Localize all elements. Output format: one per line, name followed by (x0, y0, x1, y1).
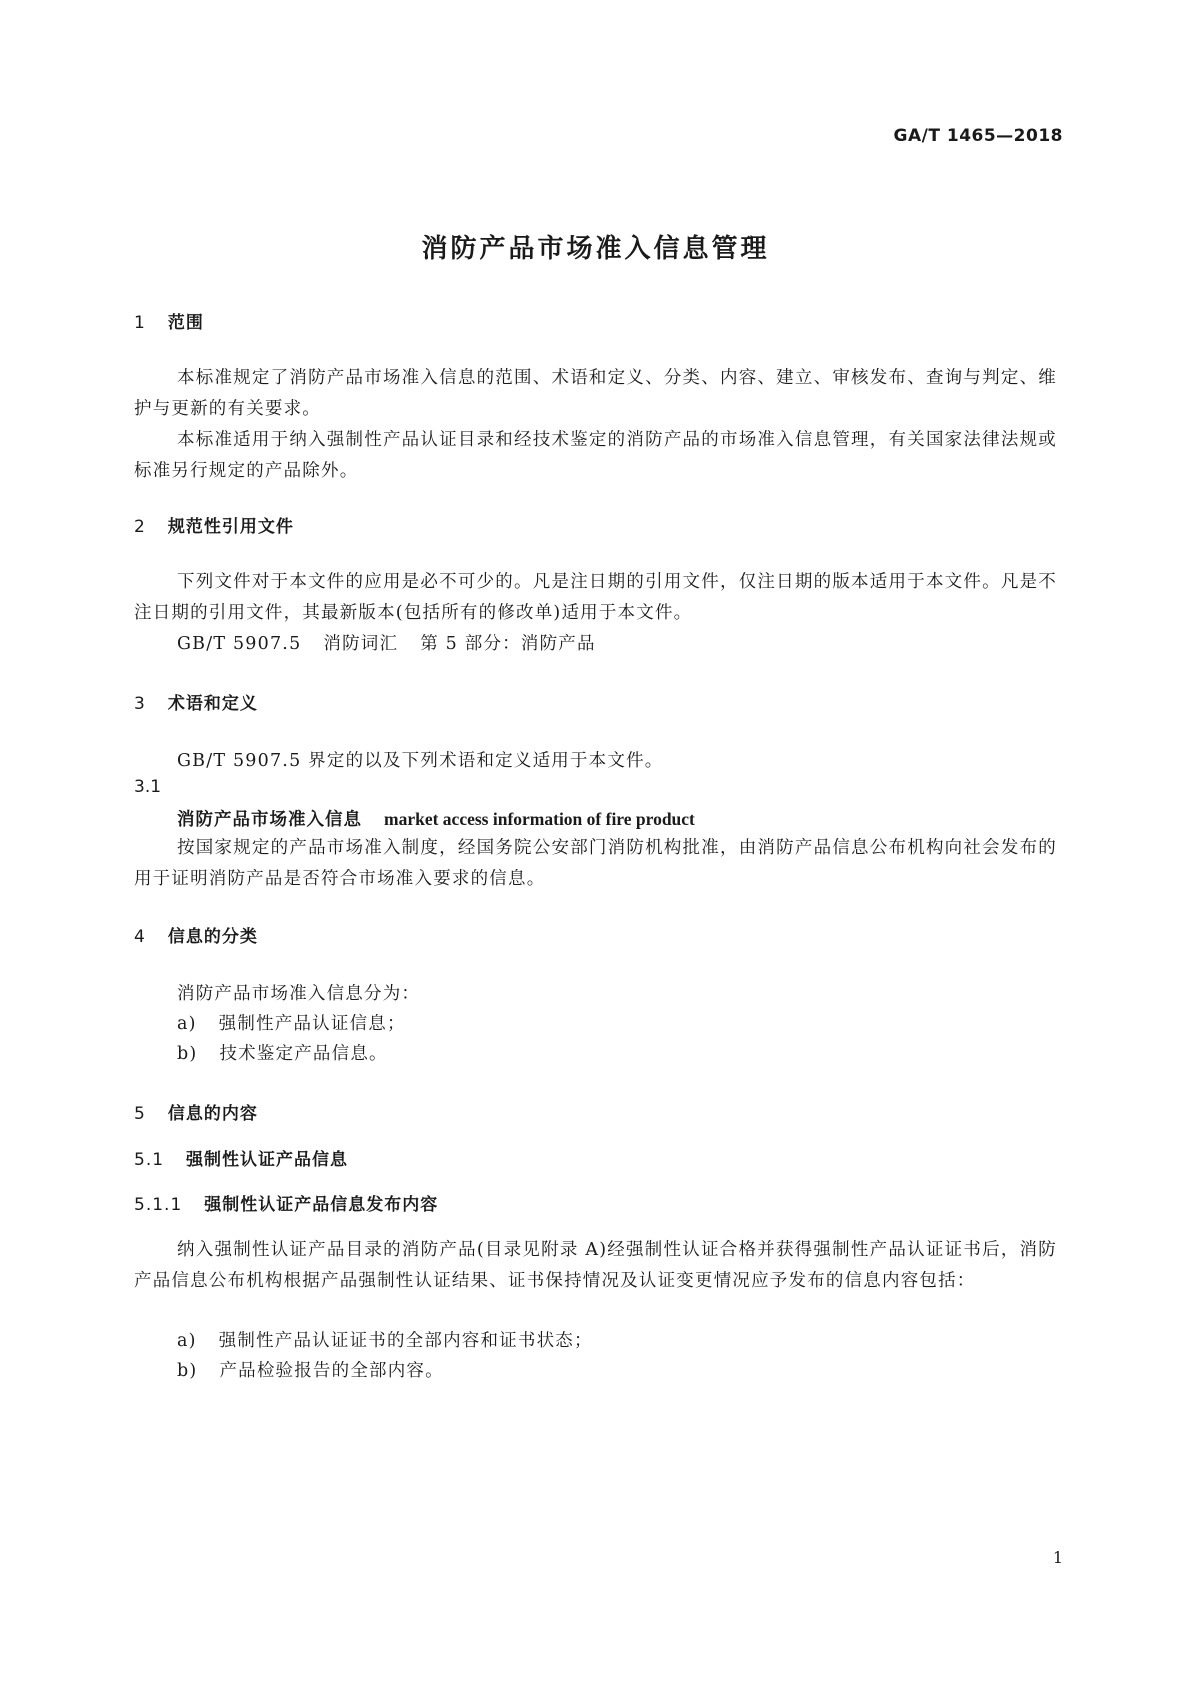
section-3-paragraph-1: GB/T 5907.5 界定的以及下列术语和定义适用于本文件。 (177, 751, 664, 771)
list-text: 产品检验报告的全部内容。 (219, 1361, 444, 1381)
section-2-paragraph-1: 下列文件对于本文件的应用是必不可少的。凡是注日期的引用文件，仅注日期的版本适用于本文件。凡是不注日期的引用文件，其最新版本(包括所有的修改单)适用于本文件。 (134, 572, 1057, 623)
section-number: 4 (134, 927, 146, 947)
list-marker: a) (177, 1014, 197, 1034)
document-title: 消防产品市场准入信息管理 (421, 234, 770, 264)
term-definition: 按国家规定的产品市场准入制度，经国务院公安部门消防机构批准，由消防产品信息公布机构向社会发布的用于证明消防产品是否符合市场准入要求的信息。 (134, 838, 1057, 889)
list-marker: b) (177, 1361, 198, 1381)
page-number: 1 (1052, 1548, 1063, 1567)
section-number: 5.1 (134, 1150, 165, 1170)
term-entry (177, 806, 695, 831)
section-title: 信息的分类 (167, 927, 258, 947)
section-title: 术语和定义 (167, 694, 258, 714)
normative-reference (177, 630, 596, 655)
section-5-1-1-heading (134, 1190, 438, 1215)
section-number: 3 (134, 694, 146, 714)
section-title: 强制性认证产品信息 (186, 1150, 349, 1170)
reference-code: GB/T 5907.5 (177, 634, 302, 654)
section-title: 强制性认证产品信息发布内容 (204, 1195, 439, 1215)
term-number: 3.1 (134, 777, 162, 797)
section-5-heading (134, 1099, 258, 1124)
section-1-paragraph-1: 本标准规定了消防产品市场准入信息的范围、术语和定义、分类、内容、建立、审核发布、查询与判定、维护与更新的有关要求。 (134, 368, 1057, 419)
section-3-heading (134, 689, 258, 714)
list-marker: b) (177, 1044, 198, 1064)
list-item (177, 1040, 388, 1065)
section-title: 规范性引用文件 (167, 517, 294, 537)
section-number: 2 (134, 517, 146, 537)
list-item (177, 1010, 406, 1035)
reference-part: 第 5 部分：消防产品 (420, 634, 596, 654)
list-marker: a) (177, 1331, 197, 1351)
list-item (177, 1327, 593, 1352)
section-5-1-1-paragraph-1: 纳入强制性认证产品目录的消防产品(目录见附录 A)经强制性认证合格并获得强制性产品认证证书后，消防产品信息公布机构根据产品强制性认证结果、证书保持情况及认证变更情况应予发布的信息内容包括： (134, 1240, 1057, 1291)
section-number: 1 (134, 313, 146, 333)
section-4-intro: 消防产品市场准入信息分为： (177, 984, 421, 1004)
standard-code: GA/T 1465—2018 (893, 126, 1063, 146)
section-title: 信息的内容 (167, 1104, 258, 1124)
list-item (177, 1357, 444, 1382)
section-5-1-heading (134, 1145, 348, 1170)
section-1-paragraph-2: 本标准适用于纳入强制性产品认证目录和经技术鉴定的消防产品的市场准入信息管理，有关国家法律法规或标准另行规定的产品除外。 (134, 430, 1057, 481)
term-chinese: 消防产品市场准入信息 (177, 810, 362, 830)
section-4-heading (134, 922, 258, 947)
list-text: 技术鉴定产品信息。 (219, 1044, 388, 1064)
list-text: 强制性产品认证信息； (218, 1014, 406, 1034)
section-number: 5.1.1 (134, 1195, 183, 1215)
section-title: 范围 (167, 313, 204, 333)
section-2-heading (134, 512, 294, 537)
list-text: 强制性产品认证证书的全部内容和证书状态； (218, 1331, 593, 1351)
term-english: market access information of fire product (384, 809, 695, 829)
reference-title: 消防词汇 (323, 634, 399, 654)
section-number: 5 (134, 1104, 146, 1124)
section-1-heading (134, 308, 204, 333)
